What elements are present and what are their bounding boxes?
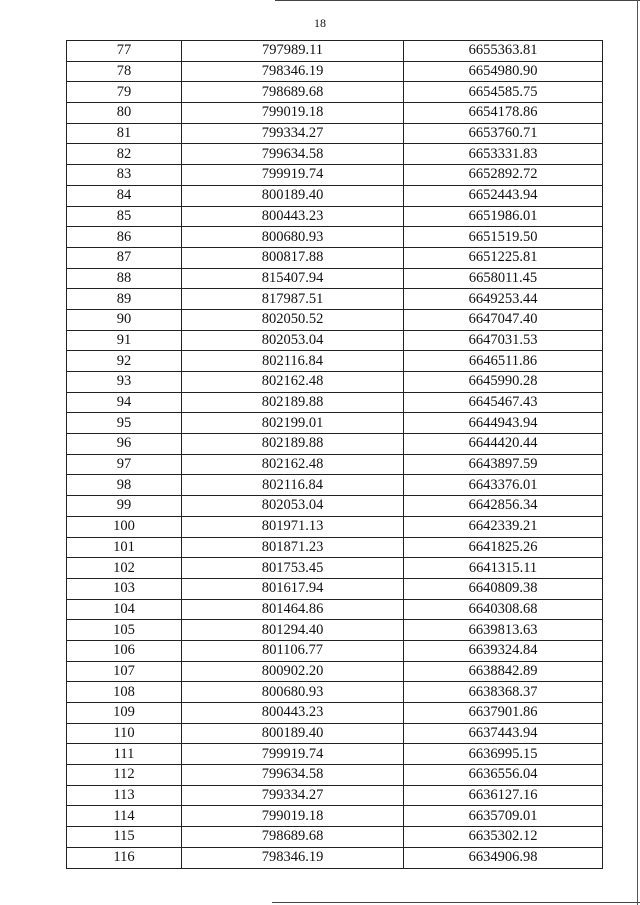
x-coordinate-cell: 800902.20 [182, 661, 404, 682]
point-number-cell: 91 [67, 330, 182, 351]
y-coordinate-cell: 6653760.71 [404, 123, 603, 144]
x-coordinate-cell: 815407.94 [182, 268, 404, 289]
point-number-cell: 89 [67, 289, 182, 310]
x-coordinate-cell: 798689.68 [182, 827, 404, 848]
table-row [67, 206, 603, 227]
table-row [67, 578, 603, 599]
x-coordinate-cell: 799919.74 [182, 165, 404, 186]
table-row [67, 827, 603, 848]
y-coordinate-cell: 6649253.44 [404, 289, 603, 310]
x-coordinate-cell: 801753.45 [182, 558, 404, 579]
point-number-cell: 115 [67, 827, 182, 848]
table-row [67, 351, 603, 372]
point-number-cell: 104 [67, 599, 182, 620]
x-coordinate-cell: 802116.84 [182, 351, 404, 372]
table-row [67, 454, 603, 475]
point-number-cell: 98 [67, 475, 182, 496]
y-coordinate-cell: 6641825.26 [404, 537, 603, 558]
point-number-cell: 90 [67, 309, 182, 330]
table-row [67, 661, 603, 682]
y-coordinate-cell: 6658011.45 [404, 268, 603, 289]
table-row [67, 123, 603, 144]
table-row [67, 537, 603, 558]
table-row [67, 247, 603, 268]
y-coordinate-cell: 6638842.89 [404, 661, 603, 682]
y-coordinate-cell: 6641315.11 [404, 558, 603, 579]
y-coordinate-cell: 6653331.83 [404, 144, 603, 165]
y-coordinate-cell: 6654178.86 [404, 103, 603, 124]
y-coordinate-cell: 6639324.84 [404, 640, 603, 661]
table-row [67, 434, 603, 455]
x-coordinate-cell: 799334.27 [182, 123, 404, 144]
point-number-cell: 106 [67, 640, 182, 661]
table-row [67, 144, 603, 165]
x-coordinate-cell: 801871.23 [182, 537, 404, 558]
x-coordinate-cell: 802162.48 [182, 454, 404, 475]
point-number-cell: 109 [67, 703, 182, 724]
x-coordinate-cell: 801106.77 [182, 640, 404, 661]
point-number-cell: 81 [67, 123, 182, 144]
y-coordinate-cell: 6635302.12 [404, 827, 603, 848]
table-row [67, 765, 603, 786]
x-coordinate-cell: 802162.48 [182, 372, 404, 393]
point-number-cell: 116 [67, 847, 182, 868]
coordinates-table-container [66, 40, 602, 869]
y-coordinate-cell: 6639813.63 [404, 620, 603, 641]
point-number-cell: 112 [67, 765, 182, 786]
table-row [67, 516, 603, 537]
y-coordinate-cell: 6651986.01 [404, 206, 603, 227]
y-coordinate-cell: 6647047.40 [404, 309, 603, 330]
table-row [67, 185, 603, 206]
point-number-cell: 111 [67, 744, 182, 765]
y-coordinate-cell: 6644943.94 [404, 413, 603, 434]
y-coordinate-cell: 6635709.01 [404, 806, 603, 827]
y-coordinate-cell: 6634906.98 [404, 847, 603, 868]
table-row [67, 640, 603, 661]
x-coordinate-cell: 817987.51 [182, 289, 404, 310]
point-number-cell: 87 [67, 247, 182, 268]
point-number-cell: 114 [67, 806, 182, 827]
x-coordinate-cell: 799019.18 [182, 806, 404, 827]
y-coordinate-cell: 6642339.21 [404, 516, 603, 537]
point-number-cell: 96 [67, 434, 182, 455]
y-coordinate-cell: 6636127.16 [404, 785, 603, 806]
table-row [67, 682, 603, 703]
scan-bottom-edge [272, 902, 640, 903]
table-row [67, 61, 603, 82]
y-coordinate-cell: 6645467.43 [404, 392, 603, 413]
x-coordinate-cell: 802053.04 [182, 330, 404, 351]
y-coordinate-cell: 6646511.86 [404, 351, 603, 372]
point-number-cell: 78 [67, 61, 182, 82]
table-row [67, 372, 603, 393]
y-coordinate-cell: 6637443.94 [404, 723, 603, 744]
x-coordinate-cell: 797989.11 [182, 41, 404, 62]
x-coordinate-cell: 802189.88 [182, 434, 404, 455]
x-coordinate-cell: 799634.58 [182, 765, 404, 786]
y-coordinate-cell: 6643897.59 [404, 454, 603, 475]
table-row [67, 103, 603, 124]
point-number-cell: 105 [67, 620, 182, 641]
y-coordinate-cell: 6654980.90 [404, 61, 603, 82]
point-number-cell: 86 [67, 227, 182, 248]
table-row [67, 620, 603, 641]
x-coordinate-cell: 801617.94 [182, 578, 404, 599]
y-coordinate-cell: 6640809.38 [404, 578, 603, 599]
coordinates-table [66, 40, 603, 869]
point-number-cell: 77 [67, 41, 182, 62]
table-row [67, 847, 603, 868]
x-coordinate-cell: 802199.01 [182, 413, 404, 434]
table-body [67, 41, 603, 869]
x-coordinate-cell: 798346.19 [182, 61, 404, 82]
point-number-cell: 97 [67, 454, 182, 475]
point-number-cell: 93 [67, 372, 182, 393]
x-coordinate-cell: 798689.68 [182, 82, 404, 103]
y-coordinate-cell: 6655363.81 [404, 41, 603, 62]
x-coordinate-cell: 802050.52 [182, 309, 404, 330]
table-row [67, 806, 603, 827]
x-coordinate-cell: 801464.86 [182, 599, 404, 620]
x-coordinate-cell: 799919.74 [182, 744, 404, 765]
y-coordinate-cell: 6637901.86 [404, 703, 603, 724]
table-row [67, 496, 603, 517]
y-coordinate-cell: 6640308.68 [404, 599, 603, 620]
table-row [67, 309, 603, 330]
x-coordinate-cell: 802053.04 [182, 496, 404, 517]
scan-right-edge [637, 0, 638, 905]
point-number-cell: 80 [67, 103, 182, 124]
y-coordinate-cell: 6651225.81 [404, 247, 603, 268]
point-number-cell: 102 [67, 558, 182, 579]
table-row [67, 744, 603, 765]
y-coordinate-cell: 6652892.72 [404, 165, 603, 186]
table-row [67, 330, 603, 351]
y-coordinate-cell: 6636995.15 [404, 744, 603, 765]
table-row [67, 413, 603, 434]
y-coordinate-cell: 6638368.37 [404, 682, 603, 703]
x-coordinate-cell: 801971.13 [182, 516, 404, 537]
table-row [67, 785, 603, 806]
y-coordinate-cell: 6652443.94 [404, 185, 603, 206]
x-coordinate-cell: 802116.84 [182, 475, 404, 496]
table-row [67, 723, 603, 744]
x-coordinate-cell: 801294.40 [182, 620, 404, 641]
table-row [67, 82, 603, 103]
x-coordinate-cell: 799019.18 [182, 103, 404, 124]
table-row [67, 165, 603, 186]
x-coordinate-cell: 800189.40 [182, 723, 404, 744]
point-number-cell: 100 [67, 516, 182, 537]
y-coordinate-cell: 6654585.75 [404, 82, 603, 103]
x-coordinate-cell: 800680.93 [182, 682, 404, 703]
x-coordinate-cell: 800443.23 [182, 206, 404, 227]
x-coordinate-cell: 802189.88 [182, 392, 404, 413]
table-row [67, 599, 603, 620]
point-number-cell: 94 [67, 392, 182, 413]
point-number-cell: 110 [67, 723, 182, 744]
point-number-cell: 83 [67, 165, 182, 186]
table-row [67, 475, 603, 496]
y-coordinate-cell: 6642856.34 [404, 496, 603, 517]
y-coordinate-cell: 6645990.28 [404, 372, 603, 393]
x-coordinate-cell: 799634.58 [182, 144, 404, 165]
point-number-cell: 85 [67, 206, 182, 227]
x-coordinate-cell: 800817.88 [182, 247, 404, 268]
point-number-cell: 92 [67, 351, 182, 372]
point-number-cell: 82 [67, 144, 182, 165]
table-row [67, 558, 603, 579]
y-coordinate-cell: 6643376.01 [404, 475, 603, 496]
point-number-cell: 88 [67, 268, 182, 289]
x-coordinate-cell: 799334.27 [182, 785, 404, 806]
point-number-cell: 108 [67, 682, 182, 703]
x-coordinate-cell: 800680.93 [182, 227, 404, 248]
y-coordinate-cell: 6647031.53 [404, 330, 603, 351]
y-coordinate-cell: 6644420.44 [404, 434, 603, 455]
point-number-cell: 101 [67, 537, 182, 558]
table-row [67, 227, 603, 248]
point-number-cell: 103 [67, 578, 182, 599]
table-row [67, 41, 603, 62]
point-number-cell: 113 [67, 785, 182, 806]
point-number-cell: 95 [67, 413, 182, 434]
table-row [67, 289, 603, 310]
y-coordinate-cell: 6636556.04 [404, 765, 603, 786]
table-row [67, 268, 603, 289]
point-number-cell: 99 [67, 496, 182, 517]
point-number-cell: 107 [67, 661, 182, 682]
x-coordinate-cell: 800443.23 [182, 703, 404, 724]
page-number: 18 [314, 16, 326, 30]
point-number-cell: 84 [67, 185, 182, 206]
x-coordinate-cell: 800189.40 [182, 185, 404, 206]
scan-top-edge [275, 0, 640, 1]
point-number-cell: 79 [67, 82, 182, 103]
y-coordinate-cell: 6651519.50 [404, 227, 603, 248]
table-row [67, 703, 603, 724]
x-coordinate-cell: 798346.19 [182, 847, 404, 868]
table-row [67, 392, 603, 413]
